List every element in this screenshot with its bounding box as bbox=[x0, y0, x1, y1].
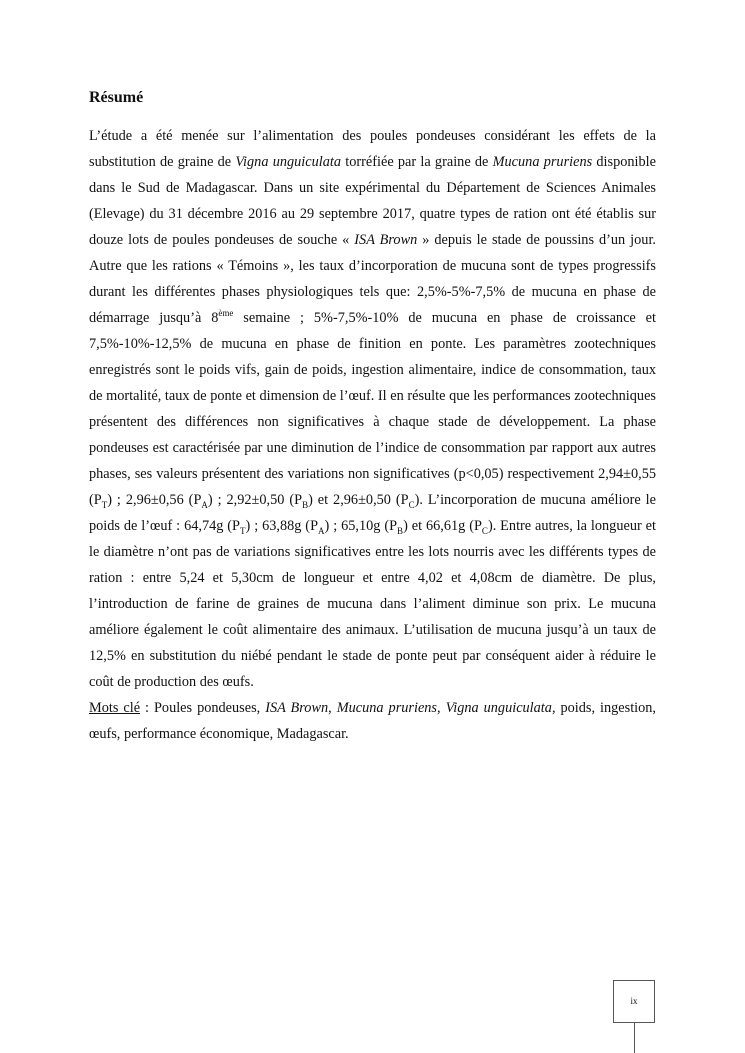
page-number-box-line bbox=[634, 1023, 635, 1053]
strain-isa-brown: ISA Brown bbox=[354, 232, 418, 248]
subscript: A bbox=[318, 525, 325, 536]
abstract-text: ) ; 2,92±0,50 (P bbox=[207, 492, 303, 508]
abstract-text: ). Entre autres, la longueur et le diamètre n’ont pas de variations significatives entre les lots nourris avec les différents types de ration : entre 5,24 et 5,30cm de longueur et entre 4,02 et 4,08cm de diamètre. De plus, l’introduction de farine de graines de mucuna dans l’aliment diminue son prix. Le mucuna améliore également le coût alimentaire des animaux. L’utilisation de mucuna jusqu’à un taux de 12,5% en substitution du niébé pendant le stade de ponte peut par conséquent aider à réduire le coût de production des œufs. bbox=[89, 518, 656, 690]
keyword-mucuna: Mucuna pruriens bbox=[336, 700, 437, 716]
keywords-paragraph bbox=[89, 695, 656, 747]
keyword-vigna: Vigna unguiculata bbox=[445, 700, 552, 716]
abstract-text: L’étude a été menée sur l’alimentation des poules pondeuses considérant les effets de la substitution de graine de bbox=[89, 128, 656, 170]
keyword-isa-brown: ISA Brown bbox=[265, 700, 329, 716]
subscript: T bbox=[101, 499, 108, 510]
abstract-text: ) et 66,61g (P bbox=[403, 518, 482, 534]
keywords-label: Mots clé bbox=[89, 700, 141, 716]
keywords-text: , poids, ingestion, œufs, performance économique, Madagascar. bbox=[89, 700, 657, 742]
page-number: ix bbox=[630, 996, 638, 1006]
subscript: C bbox=[481, 525, 488, 536]
page-number-box bbox=[613, 980, 655, 1023]
subscript: A bbox=[201, 499, 208, 510]
abstract-text: ). L’incorporation de mucuna améliore le poids de l’œuf : 64,74g (P bbox=[89, 492, 656, 534]
abstract-text: disponible dans le Sud de Madagascar. Dans un site expérimental du Département de Sciences Animales (Elevage) du 31 décembre 2016 au 29 septembre 2017, quatre types de ration ont été établis sur douze lots de poules pondeuses de souche « bbox=[89, 154, 656, 248]
abstract-body bbox=[89, 123, 656, 747]
subscript: B bbox=[302, 499, 309, 510]
abstract-text: ) et 2,96±0,50 (P bbox=[308, 492, 409, 508]
abstract-text: ) ; 65,10g (P bbox=[324, 518, 398, 534]
subscript: B bbox=[397, 525, 404, 536]
keywords-text: : Poules pondeuses, bbox=[140, 700, 266, 716]
species-mucuna: Mucuna pruriens bbox=[492, 154, 593, 170]
abstract-paragraph bbox=[89, 123, 656, 695]
keywords-text: , bbox=[437, 700, 446, 716]
abstract-text: torréfiée par la graine de bbox=[341, 154, 493, 170]
subscript: C bbox=[408, 499, 415, 510]
abstract-heading: Résumé bbox=[89, 89, 144, 106]
abstract-text: » depuis le stade de poussins d’un jour. Autre que les rations « Témoins », les taux d’incorporation de mucuna sont de types progressifs durant les différentes phases physiologiques tels que: 2,5%-5%-7,5% de mucuna en phase de démarrage jusqu’à 8 bbox=[89, 232, 656, 326]
keywords-text: , bbox=[328, 700, 337, 716]
abstract-text: ) ; 2,96±0,56 (P bbox=[107, 492, 202, 508]
abstract-text: semaine ; 5%-7,5%-10% de mucuna en phase de croissance et 7,5%-10%-12,5% de mucuna en phase de finition en ponte. Les paramètres zootechniques enregistrés sont le poids vifs, gain de poids, ingestion alimentaire, indice de consommation, taux de mortalité, taux de ponte et dimension de l’œuf. Il en résulte que les performances zootechniques présentent des différences non significatives à chaque stade de développement. La phase pondeuses est caractérisée par une diminution de l’indice de consommation par rapport aux autres phases, ses valeurs présentent des variations non significatives (p<0,05) respectivement 2,94±0,55 (P bbox=[89, 310, 656, 508]
species-vigna: Vigna unguiculata bbox=[235, 154, 342, 170]
abstract-text: ) ; 63,88g (P bbox=[245, 518, 319, 534]
superscript-eme: ème bbox=[218, 308, 234, 319]
subscript: T bbox=[240, 525, 246, 536]
